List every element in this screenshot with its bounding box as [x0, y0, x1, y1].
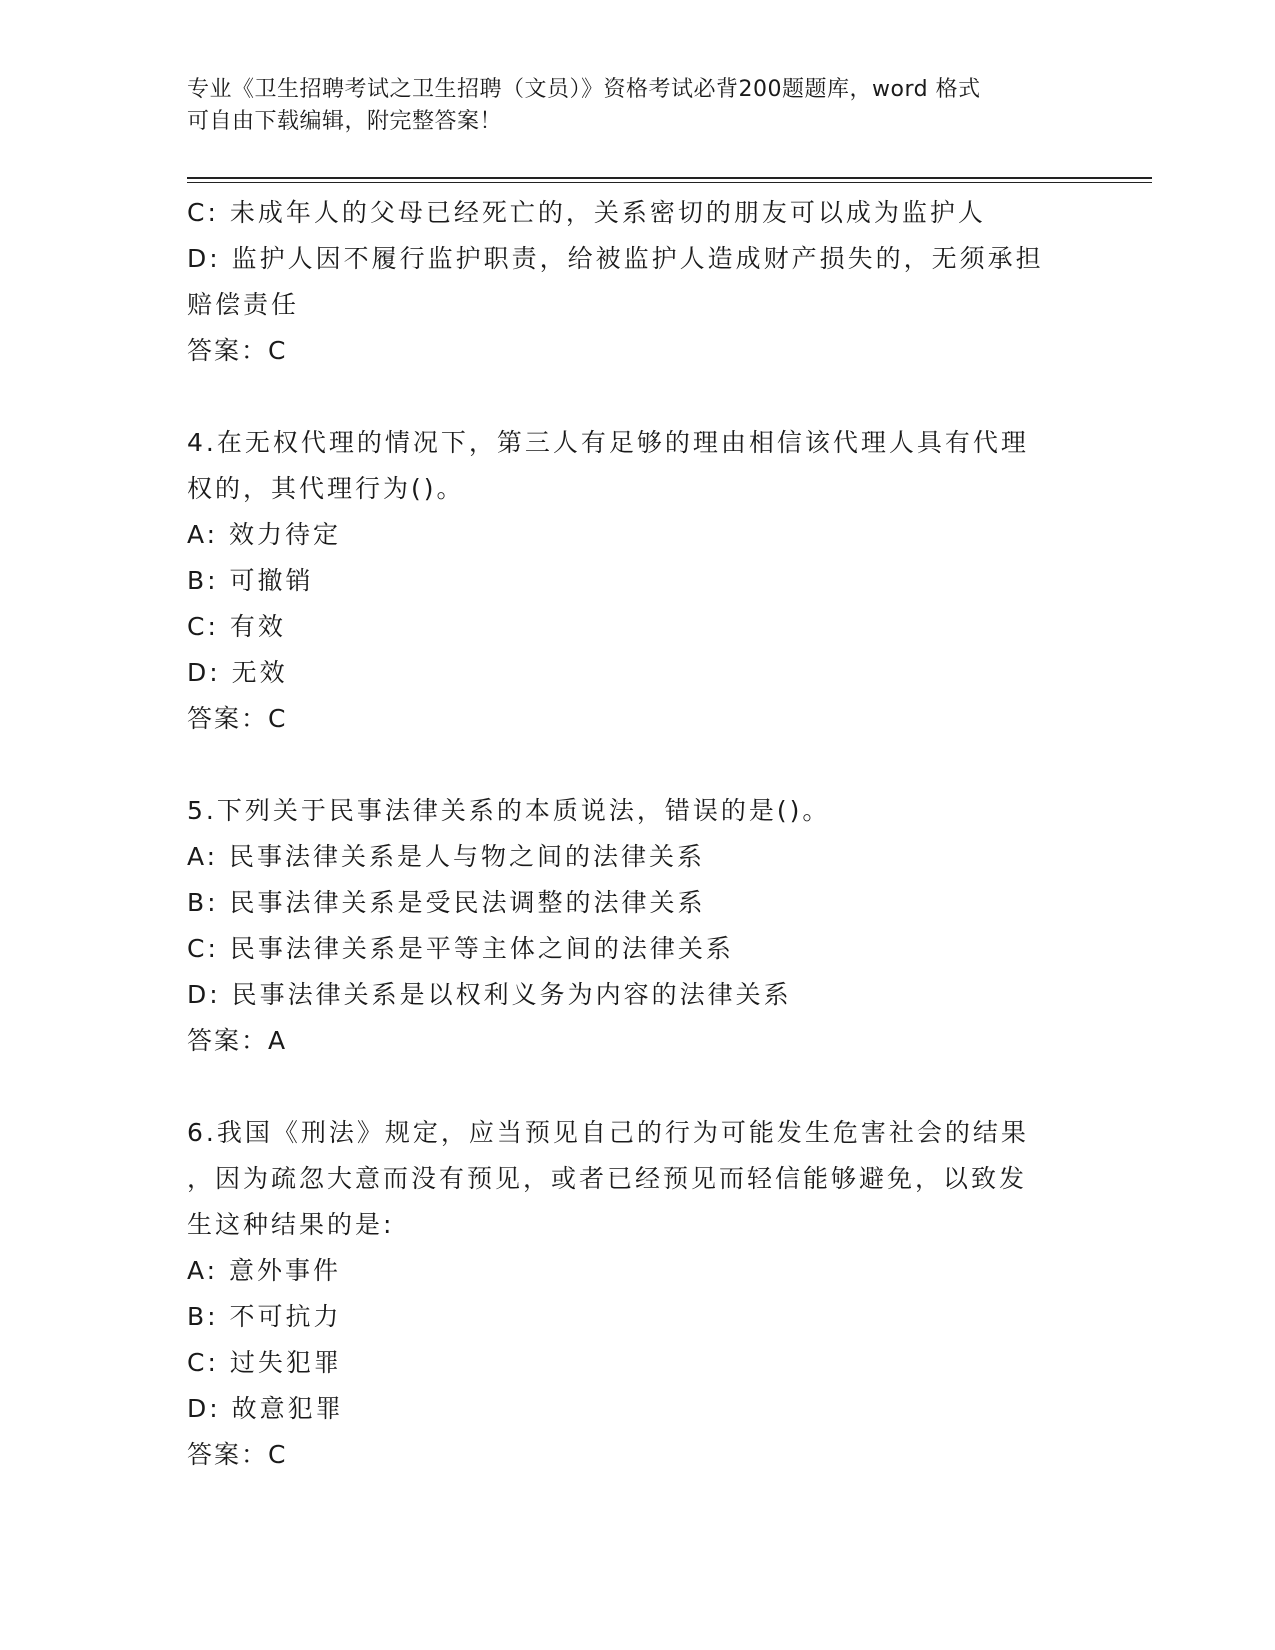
q6-answer: 答案：C: [187, 1440, 288, 1469]
spacer: [187, 374, 1087, 420]
q4-option-d: D: 无效: [187, 658, 288, 687]
q6-option-a: A: 意外事件: [187, 1256, 342, 1285]
q6-option-b: B: 不可抗力: [187, 1302, 342, 1331]
header-rule-thick: [187, 177, 1152, 179]
q5-option-c: C: 民事法律关系是平等主体之间的法律关系: [187, 934, 734, 963]
q3-option-d-line-1: D: 监护人因不履行监护职责，给被监护人造成财产损失的，无须承担: [187, 244, 1044, 273]
q4-stem-line-2: 权的，其代理行为()。: [187, 474, 465, 503]
q4-option-b: B: 可撤销: [187, 566, 314, 595]
q6-stem-line-1: 6.我国《刑法》规定，应当预见自己的行为可能发生危害社会的结果: [187, 1118, 1029, 1147]
q5-option-b: B: 民事法律关系是受民法调整的法律关系: [187, 888, 706, 917]
q5-option-d: D: 民事法律关系是以权利义务为内容的法律关系: [187, 980, 792, 1009]
q5-stem-line-1: 5.下列关于民事法律关系的本质说法，错误的是()。: [187, 796, 831, 825]
question-6: [187, 1110, 1087, 1478]
q6-stem-line-2: ，因为疏忽大意而没有预见，或者已经预见而轻信能够避免，以致发: [187, 1164, 1028, 1193]
spacer: [187, 742, 1087, 788]
q3-option-c: C: 未成年人的父母已经死亡的，关系密切的朋友可以成为监护人: [187, 198, 986, 227]
q4-answer: 答案：C: [187, 704, 288, 733]
question-content: [187, 190, 1087, 1478]
question-5: [187, 788, 1087, 1064]
header-line-1: 专业《卫生招聘考试之卫生招聘（文员）》资格考试必背200题题库，word 格式: [187, 77, 981, 102]
header-rule-thin: [187, 182, 1152, 183]
page-header: [187, 74, 1067, 138]
q6-stem-line-3: 生这种结果的是:: [187, 1210, 395, 1239]
q6-option-d: D: 故意犯罪: [187, 1394, 344, 1423]
question-3: [187, 190, 1087, 374]
q5-answer: 答案：A: [187, 1026, 288, 1055]
q4-option-a: A: 效力待定: [187, 520, 342, 549]
q6-option-c: C: 过失犯罪: [187, 1348, 342, 1377]
q3-option-d-line-2: 赔偿责任: [187, 290, 300, 319]
header-line-2: 可自由下载编辑，附完整答案！: [187, 109, 503, 134]
q4-option-c: C: 有效: [187, 612, 286, 641]
spacer: [187, 1064, 1087, 1110]
q5-option-a: A: 民事法律关系是人与物之间的法律关系: [187, 842, 706, 871]
question-4: [187, 420, 1087, 742]
q3-answer: 答案：C: [187, 336, 288, 365]
q4-stem-line-1: 4.在无权代理的情况下，第三人有足够的理由相信该代理人具有代理: [187, 428, 1029, 457]
